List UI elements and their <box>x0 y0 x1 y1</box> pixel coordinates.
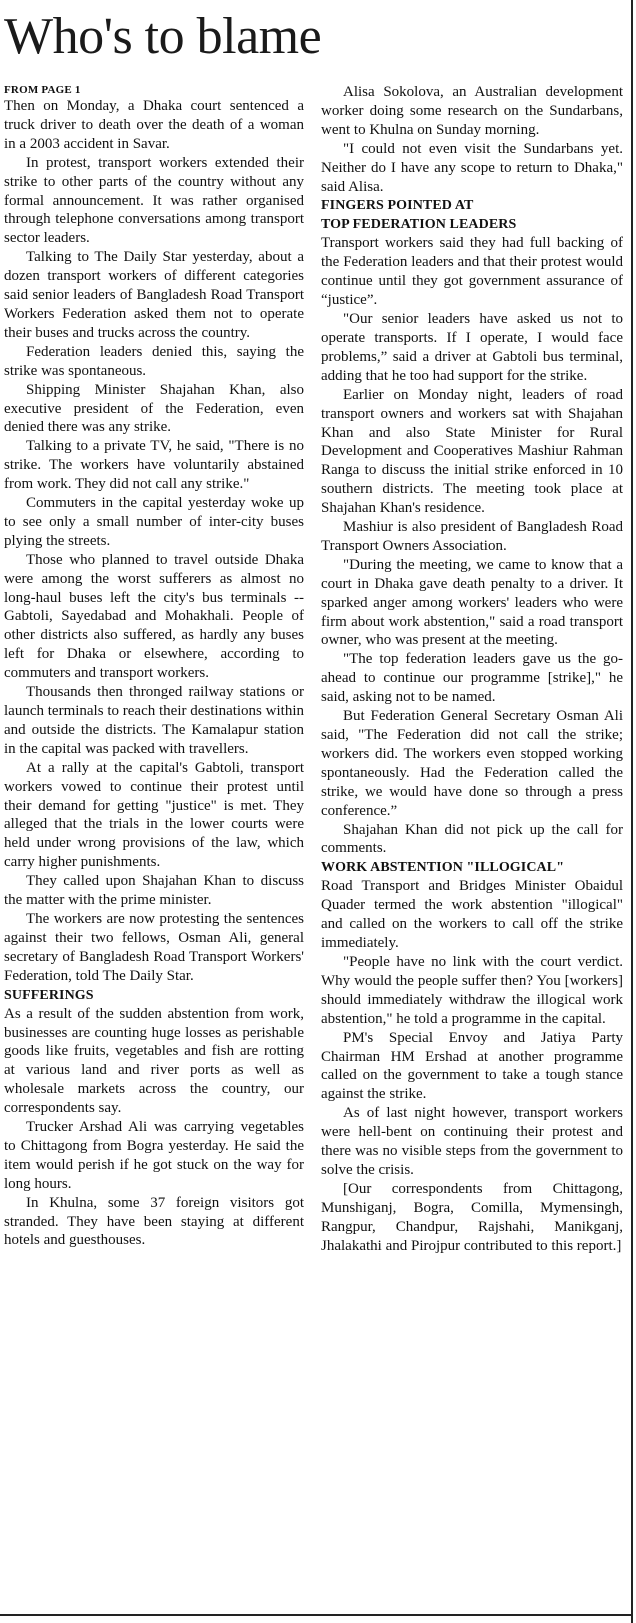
article-paragraph: Transport workers said they had full backing of the Federation leaders and that their protest would continue until they got government assurance of “justice”. <box>321 235 623 309</box>
article-paragraph: They called upon Shajahan Khan to discuss the matter with the prime minister. <box>4 873 304 909</box>
article-paragraph: Then on Monday, a Dhaka court sentenced a truck driver to death over the death of a woman in a 2003 accident in Savar. <box>4 98 304 152</box>
article-paragraph: [Our correspondents from Chittagong, Munshiganj, Bogra, Comilla, Mymensingh, Rangpur, Chandpur, Rajshahi, Manikganj, Jhalakathi and Pirojpur contributed to this report.] <box>321 1180 623 1254</box>
section-subhead: SUFFERINGS <box>4 987 94 1003</box>
page-border-bottom <box>0 1614 633 1616</box>
article-paragraph: "I could not even visit the Sundarbans yet. Neither do I have any scope to return to Dhaka," said Alisa. <box>321 140 623 195</box>
article-paragraph: Thousands then thronged railway stations or launch terminals to reach their destinations within and outside the districts. The Kamalapur station in the capital was packed with travellers. <box>4 684 304 757</box>
article-paragraph: "Our senior leaders have asked us not to operate transports. If I operate, I would face problems,” said a driver at Gabtoli bus terminal, adding that he too had support for the strike. <box>321 311 623 384</box>
article-paragraph: PM's Special Envoy and Jatiya Party Chairman HM Ershad at another programme called on the government to take a tough stance against the strike. <box>321 1029 623 1103</box>
article-paragraph: "The top federation leaders gave us the go-ahead to continue our programme [strike]," he said, asking not to be named. <box>321 651 623 706</box>
article-paragraph: Shipping Minister Shajahan Khan, also executive president of the Federation, even denied there was any strike. <box>4 381 304 436</box>
headline: Who's to blame <box>4 8 322 65</box>
right-column <box>321 83 623 1255</box>
article-paragraph: Talking to a private TV, he said, "There is no strike. The workers have voluntarily abstained from work. They did not call any strike." <box>4 438 304 493</box>
kicker-from-page: FROM PAGE 1 <box>4 84 81 96</box>
page-border-right <box>631 0 633 1623</box>
article-paragraph: "During the meeting, we came to know that a court in Dhaka gave death penalty to a driver. It sparked anger among workers' leaders who were firm about work abstention," said a road transport owner, who was present at the meeting. <box>321 556 623 649</box>
section-subhead: WORK ABSTENTION "ILLOGICAL" <box>321 860 565 876</box>
article-paragraph: But Federation General Secretary Osman Ali said, "The Federation did not call the strike; workers did. The workers even stopped working spontaneously. Had the Federation called the strike, we would have done so through a press conference.” <box>321 708 623 819</box>
article-paragraph: In Khulna, some 37 foreign visitors got stranded. They have been staying at different hotels and guesthouses. <box>4 1194 304 1249</box>
article-paragraph: Federation leaders denied this, saying the strike was spontaneous. <box>4 343 304 379</box>
article-paragraph: Trucker Arshad Ali was carrying vegetables to Chittagong from Bogra yesterday. He said the item would perish if he got stuck on the way for long hours. <box>4 1119 304 1192</box>
article-paragraph: In protest, transport workers extended their strike to other parts of the country without any formal announcement. It was rather organised through telephone conversations among transport sector leaders. <box>4 154 304 247</box>
article-paragraph: Talking to The Daily Star yesterday, about a dozen transport workers of different categories said senior leaders of Bangladesh Road Transport Workers Federation asked them not to operate their buses and trucks across the country. <box>4 249 304 341</box>
section-subhead: FINGERS POINTED AT <box>321 198 474 214</box>
right-column-body <box>321 83 623 1255</box>
left-column <box>4 83 304 1250</box>
article-paragraph: Road Transport and Bridges Minister Obaidul Quader termed the work abstention "illogical" and called on the workers to call off the strike immediately. <box>321 878 623 952</box>
left-column-body <box>4 97 304 1250</box>
article-paragraph: Commuters in the capital yesterday woke up to see only a small number of inter-city buses plying the streets. <box>4 495 304 549</box>
article-paragraph: Earlier on Monday night, leaders of road transport owners and workers sat with Shajahan Khan and also State Minister for Rural Development and Cooperatives Mashiur Rahman Ranga to discuss the initial strike enforced in 10 southern districts. The meeting took place at Shajahan Khan's residence. <box>321 386 623 517</box>
article-paragraph: At a rally at the capital's Gabtoli, transport workers vowed to continue their protest until their demand for getting "justice" is met. They alleged that the trials in the lower courts were held under wrong provisions of the law, which carry higher punishments. <box>4 759 304 871</box>
article-paragraph: The workers are now protesting the sentences against their two fellows, Osman Ali, general secretary of Bangladesh Road Transport Workers' Federation, told The Daily Star. <box>4 910 304 984</box>
article-paragraph: Those who planned to travel outside Dhaka were among the worst sufferers as almost no long-haul buses left the city's bus terminals -- Gabtoli, Sayedabad and Mohakhali. People of other districts also suffered, as hardly any buses left for Dhaka or elsewhere, according to commuters and transport workers. <box>4 551 304 682</box>
article-paragraph: Mashiur is also president of Bangladesh Road Transport Owners Association. <box>321 519 623 554</box>
section-subhead: TOP FEDERATION LEADERS <box>321 217 517 233</box>
article-paragraph: As of last night however, transport workers were hell-bent on continuing their protest and there was no visible steps from the government to solve the crisis. <box>321 1105 623 1178</box>
article-paragraph: Shajahan Khan did not pick up the call for comments. <box>321 821 623 857</box>
article-paragraph: "People have no link with the court verdict. Why would the people suffer then? You [workers] should immediately withdraw the illogical work abstention," he told a programme in the capital. <box>321 953 623 1027</box>
article-paragraph: Alisa Sokolova, an Australian development worker doing some research on the Sundarbans, went to Khulna on Sunday morning. <box>321 84 623 138</box>
article-paragraph: As a result of the sudden abstention from work, businesses are counting huge losses as perishable goods like fruits, vegetables and fish are rotting at various land and river ports as well as wholesale markets across the country, our correspondents say. <box>4 1005 304 1117</box>
